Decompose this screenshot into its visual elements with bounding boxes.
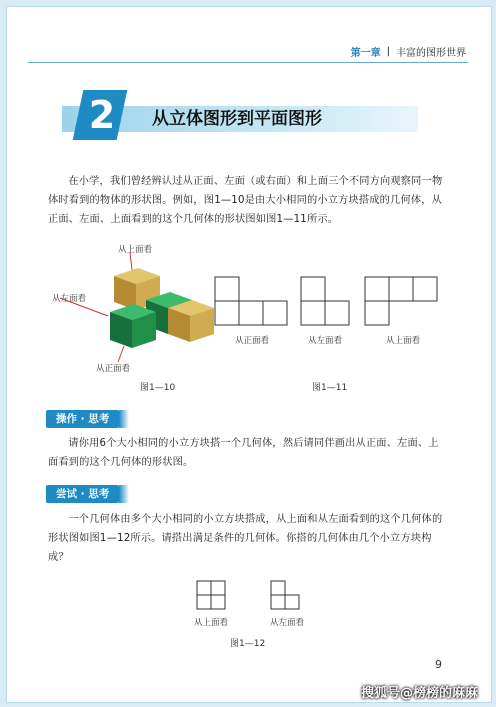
- try-think-tag: 尝试 · 思考: [46, 485, 119, 503]
- grid-cell: [271, 595, 285, 609]
- top-view-grid-2: [196, 580, 228, 610]
- top-view-grid: [364, 276, 442, 328]
- fig12-label-top: 从上面看: [194, 618, 229, 628]
- caption-figure-1-10: 图1—10: [140, 383, 176, 393]
- caption-figure-1-12: 图1—12: [230, 639, 266, 649]
- grid-cell: [301, 277, 325, 301]
- grid-cell: [211, 595, 225, 609]
- caption-figure-1-11: 图1—11: [312, 383, 348, 393]
- operate-paragraph: 请你用6个大小相同的小立方块搭一个几何体，然后请同伴画出从正面、左面、上面看到的这个几何体的形状图。: [48, 438, 439, 468]
- page-number: 9: [435, 658, 442, 671]
- grid-cell: [285, 595, 299, 609]
- view-label-top: 从上面看: [386, 336, 421, 346]
- watermark: 搜狐号@榜榜的麻麻: [360, 686, 478, 701]
- grid-cell: [263, 301, 287, 325]
- section-title: 从立体图形到平面图形: [152, 109, 322, 129]
- left-view-grid-2: [270, 580, 302, 610]
- grid-cell: [271, 581, 285, 595]
- label-from-front: 从正面看: [96, 364, 131, 374]
- header-rule: [28, 62, 468, 63]
- chapter-title: 丰富的图形世界: [396, 48, 466, 59]
- view-label-front: 从正面看: [235, 336, 270, 346]
- grid-cell: [365, 301, 389, 325]
- arrow-from-front: [118, 346, 124, 362]
- section-number: 2: [88, 93, 116, 137]
- front-view-grid: [214, 276, 290, 328]
- left-view-grid: [300, 276, 354, 328]
- grid-cell: [301, 301, 325, 325]
- grid-cell: [239, 301, 263, 325]
- grid-cell: [197, 595, 211, 609]
- fig12-label-left: 从左面看: [270, 618, 305, 628]
- grid-cell: [215, 277, 239, 301]
- figure-1-10-cubes: [100, 258, 220, 368]
- grid-cell: [211, 581, 225, 595]
- grid-cell: [365, 277, 389, 301]
- try-paragraph: 一个几何体由多个大小相同的小立方块搭成，从上面和从左面看到的这个几何体的形状图如图1—12所示。请搭出满足条件的几何体。你搭的几何体由几个小立方块构成？: [48, 514, 443, 563]
- view-label-left: 从左面看: [308, 336, 343, 346]
- grid-cell: [197, 581, 211, 595]
- intro-paragraph: 在小学，我们曾经辨认过从正面、左面（或右面）和上面三个不同方向观察同一物体时看到的物体的形状图。例如，图1—10是由大小相同的小立方块搭成的几何体，从正面、左面、上面看到的这个几何体的形状图如图1—11所示。: [48, 176, 443, 225]
- operate-think-tag: 操作 · 思考: [46, 410, 119, 428]
- header-separator: |: [386, 46, 390, 57]
- chapter-label: 第一章: [350, 48, 381, 59]
- label-from-top: 从上面看: [118, 245, 153, 255]
- grid-cell: [389, 277, 413, 301]
- grid-cell: [325, 301, 349, 325]
- label-from-left: 从左面看: [52, 294, 87, 304]
- running-header: [351, 44, 466, 59]
- grid-cell: [413, 277, 437, 301]
- grid-cell: [215, 301, 239, 325]
